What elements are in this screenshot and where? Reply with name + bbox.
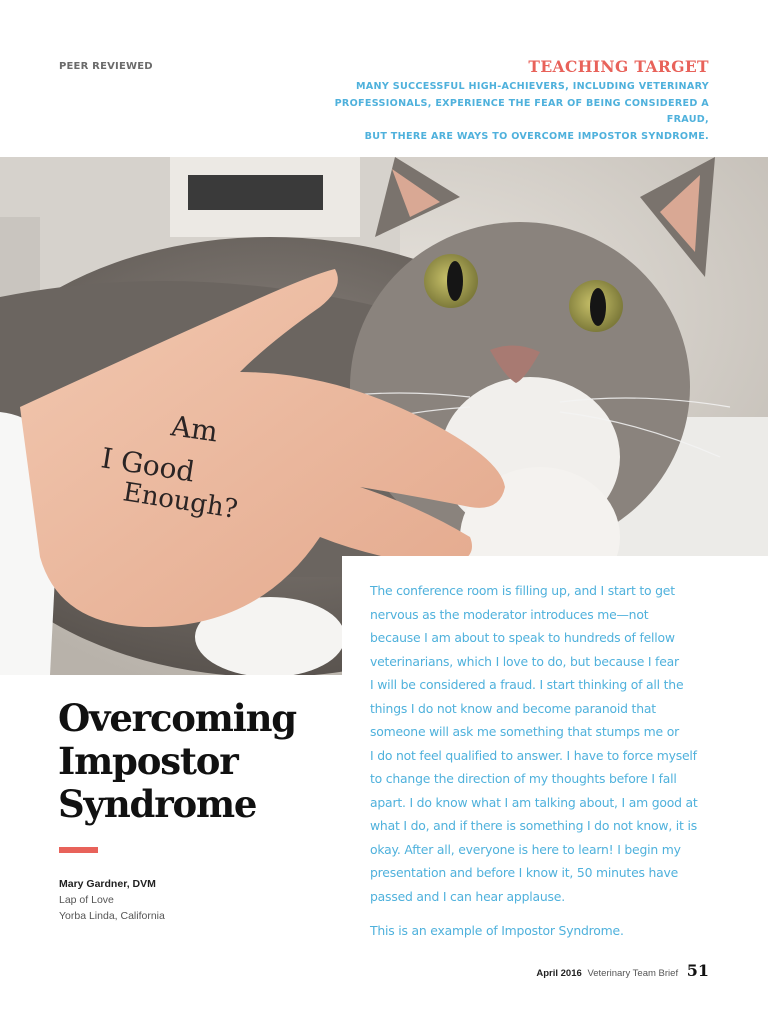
body-line: things I do not know and become paranoid that (370, 700, 656, 716)
body-line: I will be considered a fraud. I start thinking of all the (370, 677, 684, 692)
teaching-target-line: PROFESSIONALS, EXPERIENCE THE FEAR OF BEING CONSIDERED A FRAUD, (334, 97, 709, 125)
page-footer (536, 961, 709, 980)
teaching-target-title: TEACHING TARGET (528, 57, 709, 76)
body-line: nervous as the moderator introduces me—not (370, 606, 649, 622)
peer-reviewed-label: PEER REVIEWED (59, 61, 153, 72)
body-line: okay. After all, everyone is here to learn! I begin my (370, 841, 681, 857)
body-line: passed and I can hear applause. (370, 888, 565, 904)
body-line: to change the direction of my thoughts before I fall (370, 771, 677, 786)
body-line: I do not feel qualified to answer. I have to force myself (370, 747, 697, 763)
body-line: presentation and before I know it, 50 minutes have (370, 865, 679, 880)
title-divider (59, 847, 98, 853)
issue-date: April 2016 (536, 968, 582, 979)
body-line: veterinarians, which I love to do, but because I fear (370, 653, 679, 669)
article-title (58, 697, 296, 826)
author-location: Yorba Linda, California (59, 910, 165, 922)
body-line: apart. I do know what I am talking about, I am good at (370, 794, 698, 810)
article-title-line: Syndrome (58, 782, 257, 826)
page-number: 51 (686, 961, 709, 980)
author-name: Mary Gardner, DVM (59, 878, 156, 890)
body-line: what I do, and if there is something I do not know, it is (370, 818, 697, 833)
author-block (59, 876, 165, 924)
body-line: because I am about to speak to hundreds of fellow (370, 630, 675, 645)
body-line: The conference room is filling up, and I start to get (370, 583, 675, 598)
article-title-line: Overcoming (58, 696, 296, 740)
hand-writing-line: Am (169, 409, 220, 449)
body-paragraph: This is an example of Impostor Syndrome. (370, 923, 624, 938)
article-body (370, 579, 715, 954)
author-organization: Lap of Love (59, 894, 114, 906)
teaching-target-line: MANY SUCCESSFUL HIGH-ACHIEVERS, INCLUDING VETERINARY (355, 81, 709, 92)
teaching-target-line: BUT THERE ARE WAYS TO OVERCOME IMPOSTOR SYNDROME. (364, 130, 709, 142)
teaching-target-text (289, 79, 709, 145)
hand-writing-line: Enough? (120, 477, 240, 525)
hand-writing-line: I Good (98, 441, 197, 489)
body-paragraph (370, 579, 715, 908)
body-line: someone will ask me something that stumps me or (370, 724, 679, 739)
article-title-line: Impostor (58, 739, 238, 783)
journal-name: Veterinary Team Brief (587, 968, 679, 979)
